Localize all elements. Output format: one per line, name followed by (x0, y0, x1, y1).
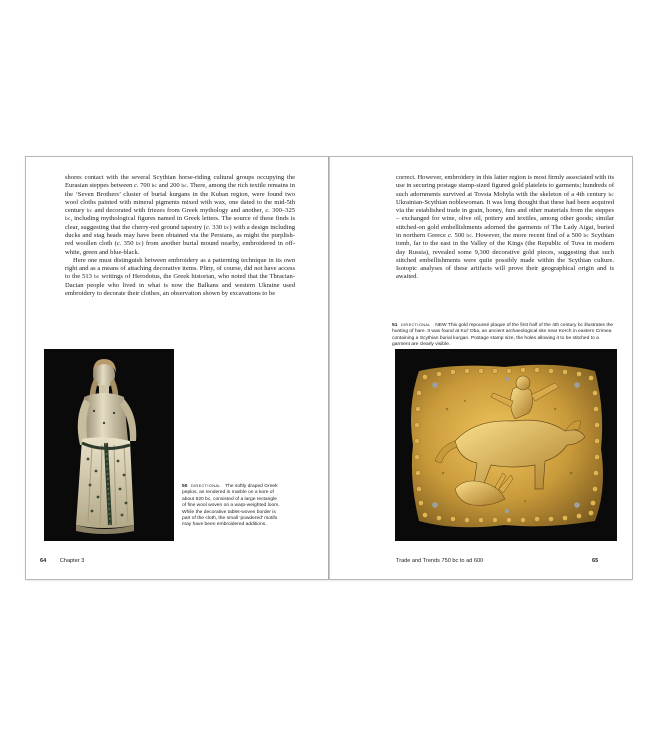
figure-number: 51 (392, 323, 398, 328)
book-spread (26, 157, 632, 579)
page-number: 65 (592, 558, 599, 564)
page-number: 64 (40, 558, 47, 564)
figure-caption-text: The softly draped Greek peplos, as rendered in marble on a kore of about 520 bc, consisted of a large rectangle of fine wool woven on a warp-weighted loom. While the decorative tablet-woven border is part of the cloth, the small ‘powdered’ motifs may have been embroidered additions. (182, 484, 280, 528)
right-folio (592, 558, 598, 564)
kore-statue-image (44, 349, 174, 541)
figure-number: 50 (182, 484, 188, 489)
figure-direction: DIRECTIONAL (190, 483, 221, 488)
left-body-text (65, 174, 295, 298)
gold-plaque-image (395, 349, 617, 541)
figure-50-caption (182, 483, 280, 529)
paragraph: Here one must distinguish between embroidery as a patterning technique in its own right and as a means of attaching decorative items. Pliny, of course, did not have access to the 513 bc writings of Herodotus, the Greek historian, who noted that the Thracian-Dacian people who lived in what is now the Balkans and western Ukraine used embroidery to decorate their clothes, an observation shown by excavations to be (65, 256, 295, 297)
running-head: Chapter 3 (59, 558, 85, 564)
right-page (330, 157, 632, 579)
figure-51-caption (392, 322, 616, 349)
right-body-text (396, 174, 614, 282)
left-page (26, 157, 328, 579)
kore-statue-photo (44, 349, 174, 541)
paragraph: correct. However, embroidery in this latter region is most firmly associated with its use in securing postage stamp-sized figured gold platelets to garments; hundreds of such adornments survived at Tovsta Mohyla with the skeleton of a 4th century bc Ukrainian-Scythian noblewoman. It was long thought that these had been acquired via the established trade in grain, honey, furs and other materials from the steppes – exchanged for wine, olive oil, pottery and textiles, among other goods; similar stitched-on gold embellishments adorned the garments of The Lady Aigai, buried in northern Greece c. 500 bc. However, the more recent find of a 500 bc Scythian tomb, far to the east in the Valley of the Kings (the Republic of Tuva in modern day Russia), revealed some 9,300 decorative gold pieces, suggesting that such stitched embellishments were quite possibly made within the Scythian culture. Isotopic analyses of these artifacts will prove their geographical origin and is awaited. (396, 174, 614, 281)
left-folio (40, 558, 84, 564)
figure-caption-text: NEW This gold repoussé plaque of the first half of the 4th century bc illustrates the hunting of hare. It was found at Kul’ Oba, an ancient archaeological site near Kerch in eastern Crimea containing a Scythian burial kurgan. Postage stamp size, the holes allowing it to be stitched to a garment are clearly visible. (392, 323, 614, 348)
running-head: Trade and Trends 750 bc to ad 600 (396, 558, 484, 564)
paragraph: shores contact with the several Scythian horse-riding cultural groups occupying the Eurasian steppes between c. 700 bc and 200 bc. There, among the rich textile remains in the ‘Seven Brothers’ cluster of burial kurgans in the Kuban region, were found two wool cloths painted with mineral pigments mixed with wax, one dated to the mid-5th century bc and decorated with friezes from Greek mythology and another, c. 300–325 bc, including mythological figures named in Greek letters. The source of these finds is clear, suggesting that the cherry-red ground tapestry (c. 330 bc) with a design including ducks and stag heads may have been obtained via the Persians, as might the purplish-red woollen cloth (c. 350 bc) from another burial mound nearby, embroidered in off-white, green and blue-black. (65, 174, 296, 256)
figure-direction: DIRECTIONAL (400, 322, 431, 327)
gold-plaque-photo (395, 349, 617, 541)
